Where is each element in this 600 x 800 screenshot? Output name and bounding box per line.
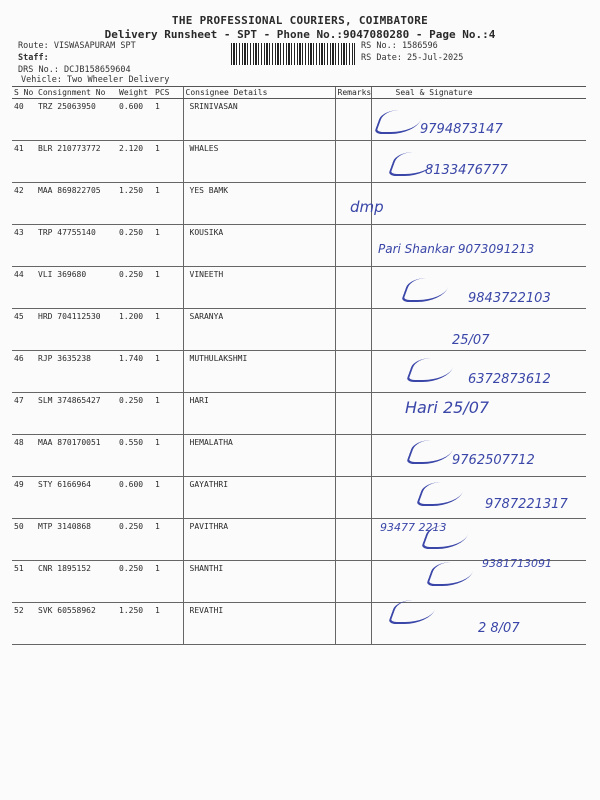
handwritten-phone: 9762507712 — [452, 453, 535, 468]
remarks-cell — [335, 393, 371, 435]
handwritten-phone: 9794873147 — [420, 122, 503, 137]
col-pcs: PCS — [153, 87, 183, 99]
consignee-cell: HEMALATHA — [183, 435, 335, 477]
handwritten-mark: dmp — [350, 198, 384, 216]
weight-cell: 1.740 — [117, 351, 153, 393]
consignment-number-cell: SVK 60558962 — [36, 603, 117, 645]
consignment-number-cell: MTP 3140868 — [36, 519, 117, 561]
consignment-number-cell: HRD 704112530 — [36, 309, 117, 351]
handwritten-date: 25/07 — [452, 333, 490, 348]
pieces-cell: 1 — [153, 99, 183, 141]
serial-number-cell: 51 — [12, 561, 36, 603]
weight-cell: 0.250 — [117, 519, 153, 561]
pieces-cell: 1 — [153, 435, 183, 477]
drs-number: DRS No.: DCJB158659604 — [18, 65, 131, 75]
consignment-number-cell: TRZ 25063950 — [36, 99, 117, 141]
rs-number: RS No.: 1586596 — [361, 41, 438, 51]
table-row — [12, 183, 586, 225]
remarks-cell — [335, 519, 371, 561]
handwritten-phone: 9381713091 — [482, 557, 552, 570]
weight-cell: 0.250 — [117, 225, 153, 267]
signature-cell — [371, 183, 586, 225]
handwritten-number: 93477 2213 — [380, 521, 447, 534]
consignee-cell: SARANYA — [183, 309, 335, 351]
remarks-cell — [335, 351, 371, 393]
weight-cell: 0.250 — [117, 267, 153, 309]
pieces-cell: 1 — [153, 141, 183, 183]
serial-number-cell: 48 — [12, 435, 36, 477]
handwritten-name-phone: Pari Shankar 9073091213 — [378, 242, 535, 256]
consignment-number-cell: CNR 1895152 — [36, 561, 117, 603]
consignment-number-cell: STY 6166964 — [36, 477, 117, 519]
pieces-cell: 1 — [153, 351, 183, 393]
pieces-cell: 1 — [153, 393, 183, 435]
consignment-number-cell: BLR 210773772 — [36, 141, 117, 183]
weight-cell: 0.550 — [117, 435, 153, 477]
remarks-cell — [335, 225, 371, 267]
remarks-cell — [335, 99, 371, 141]
consignment-number-cell: MAA 870170051 — [36, 435, 117, 477]
table-row — [12, 393, 586, 435]
weight-cell: 1.250 — [117, 603, 153, 645]
consignment-number-cell: MAA 869822705 — [36, 183, 117, 225]
pieces-cell: 1 — [153, 309, 183, 351]
rs-date: RS Date: 25-Jul-2025 — [361, 53, 464, 63]
consignee-cell: WHALES — [183, 141, 335, 183]
remarks-cell — [335, 477, 371, 519]
pieces-cell: 1 — [153, 519, 183, 561]
serial-number-cell: 49 — [12, 477, 36, 519]
staff-label: Staff: — [18, 53, 49, 63]
pieces-cell: 1 — [153, 603, 183, 645]
weight-cell: 2.120 — [117, 141, 153, 183]
handwritten-name-date: Hari 25/07 — [405, 398, 490, 417]
serial-number-cell: 41 — [12, 141, 36, 183]
serial-number-cell: 47 — [12, 393, 36, 435]
pieces-cell: 1 — [153, 267, 183, 309]
pieces-cell: 1 — [153, 183, 183, 225]
consignment-number-cell: TRP 47755140 — [36, 225, 117, 267]
consignment-number-cell: SLM 374865427 — [36, 393, 117, 435]
col-consignee: Consignee Details — [183, 87, 335, 99]
runsheet-title: THE PROFESSIONAL COURIERS, COIMBATORE — [171, 14, 429, 27]
weight-cell: 1.250 — [117, 183, 153, 225]
remarks-cell — [335, 435, 371, 477]
remarks-cell — [335, 309, 371, 351]
signature-cell — [371, 561, 586, 603]
remarks-cell — [335, 141, 371, 183]
consignee-cell: SRINIVASAN — [183, 99, 335, 141]
table-row — [12, 519, 586, 561]
consignee-cell: REVATHI — [183, 603, 335, 645]
handwritten-phone: 6372873612 — [468, 372, 551, 387]
pieces-cell: 1 — [153, 477, 183, 519]
serial-number-cell: 44 — [12, 267, 36, 309]
handwritten-phone: 8133476777 — [425, 163, 508, 178]
serial-number-cell: 50 — [12, 519, 36, 561]
handwritten-phone: 9787221317 — [485, 497, 568, 512]
route-label: Route: VISWASAPURAM SPT — [18, 41, 136, 51]
table-header-row — [12, 87, 586, 99]
remarks-cell — [335, 603, 371, 645]
col-sno: S No — [12, 87, 36, 99]
consignee-cell: HARI — [183, 393, 335, 435]
weight-cell: 0.600 — [117, 99, 153, 141]
pieces-cell: 1 — [153, 561, 183, 603]
col-weight: Weight — [117, 87, 153, 99]
consignee-cell: KOUSIKA — [183, 225, 335, 267]
serial-number-cell: 40 — [12, 99, 36, 141]
serial-number-cell: 46 — [12, 351, 36, 393]
serial-number-cell: 42 — [12, 183, 36, 225]
serial-number-cell: 43 — [12, 225, 36, 267]
handwritten-phone: 9843722103 — [468, 291, 551, 306]
handwritten-date: 2 8/07 — [478, 621, 520, 636]
runsheet-subtitle: Delivery Runsheet - SPT - Phone No.:9047080280 - Page No.:4 — [104, 28, 496, 41]
serial-number-cell: 52 — [12, 603, 36, 645]
weight-cell: 1.200 — [117, 309, 153, 351]
col-consignment: Consignment No — [36, 87, 117, 99]
pieces-cell: 1 — [153, 225, 183, 267]
consignee-cell: MUTHULAKSHMI — [183, 351, 335, 393]
remarks-cell — [335, 267, 371, 309]
consignee-cell: PAVITHRA — [183, 519, 335, 561]
consignment-number-cell: VLI 369680 — [36, 267, 117, 309]
consignee-cell: YES BAMK — [183, 183, 335, 225]
col-signature: Seal & Signature — [371, 87, 586, 99]
remarks-cell — [335, 561, 371, 603]
consignment-number-cell: RJP 3635238 — [36, 351, 117, 393]
barcode — [231, 43, 355, 65]
serial-number-cell: 45 — [12, 309, 36, 351]
consignee-cell: SHANTHI — [183, 561, 335, 603]
weight-cell: 0.250 — [117, 561, 153, 603]
col-remarks: Remarks — [335, 87, 371, 99]
weight-cell: 0.250 — [117, 393, 153, 435]
table-row — [12, 309, 586, 351]
weight-cell: 0.600 — [117, 477, 153, 519]
vehicle-label: Vehicle: Two Wheeler Delivery — [21, 75, 170, 85]
consignee-cell: GAYATHRI — [183, 477, 335, 519]
consignee-cell: VINEETH — [183, 267, 335, 309]
